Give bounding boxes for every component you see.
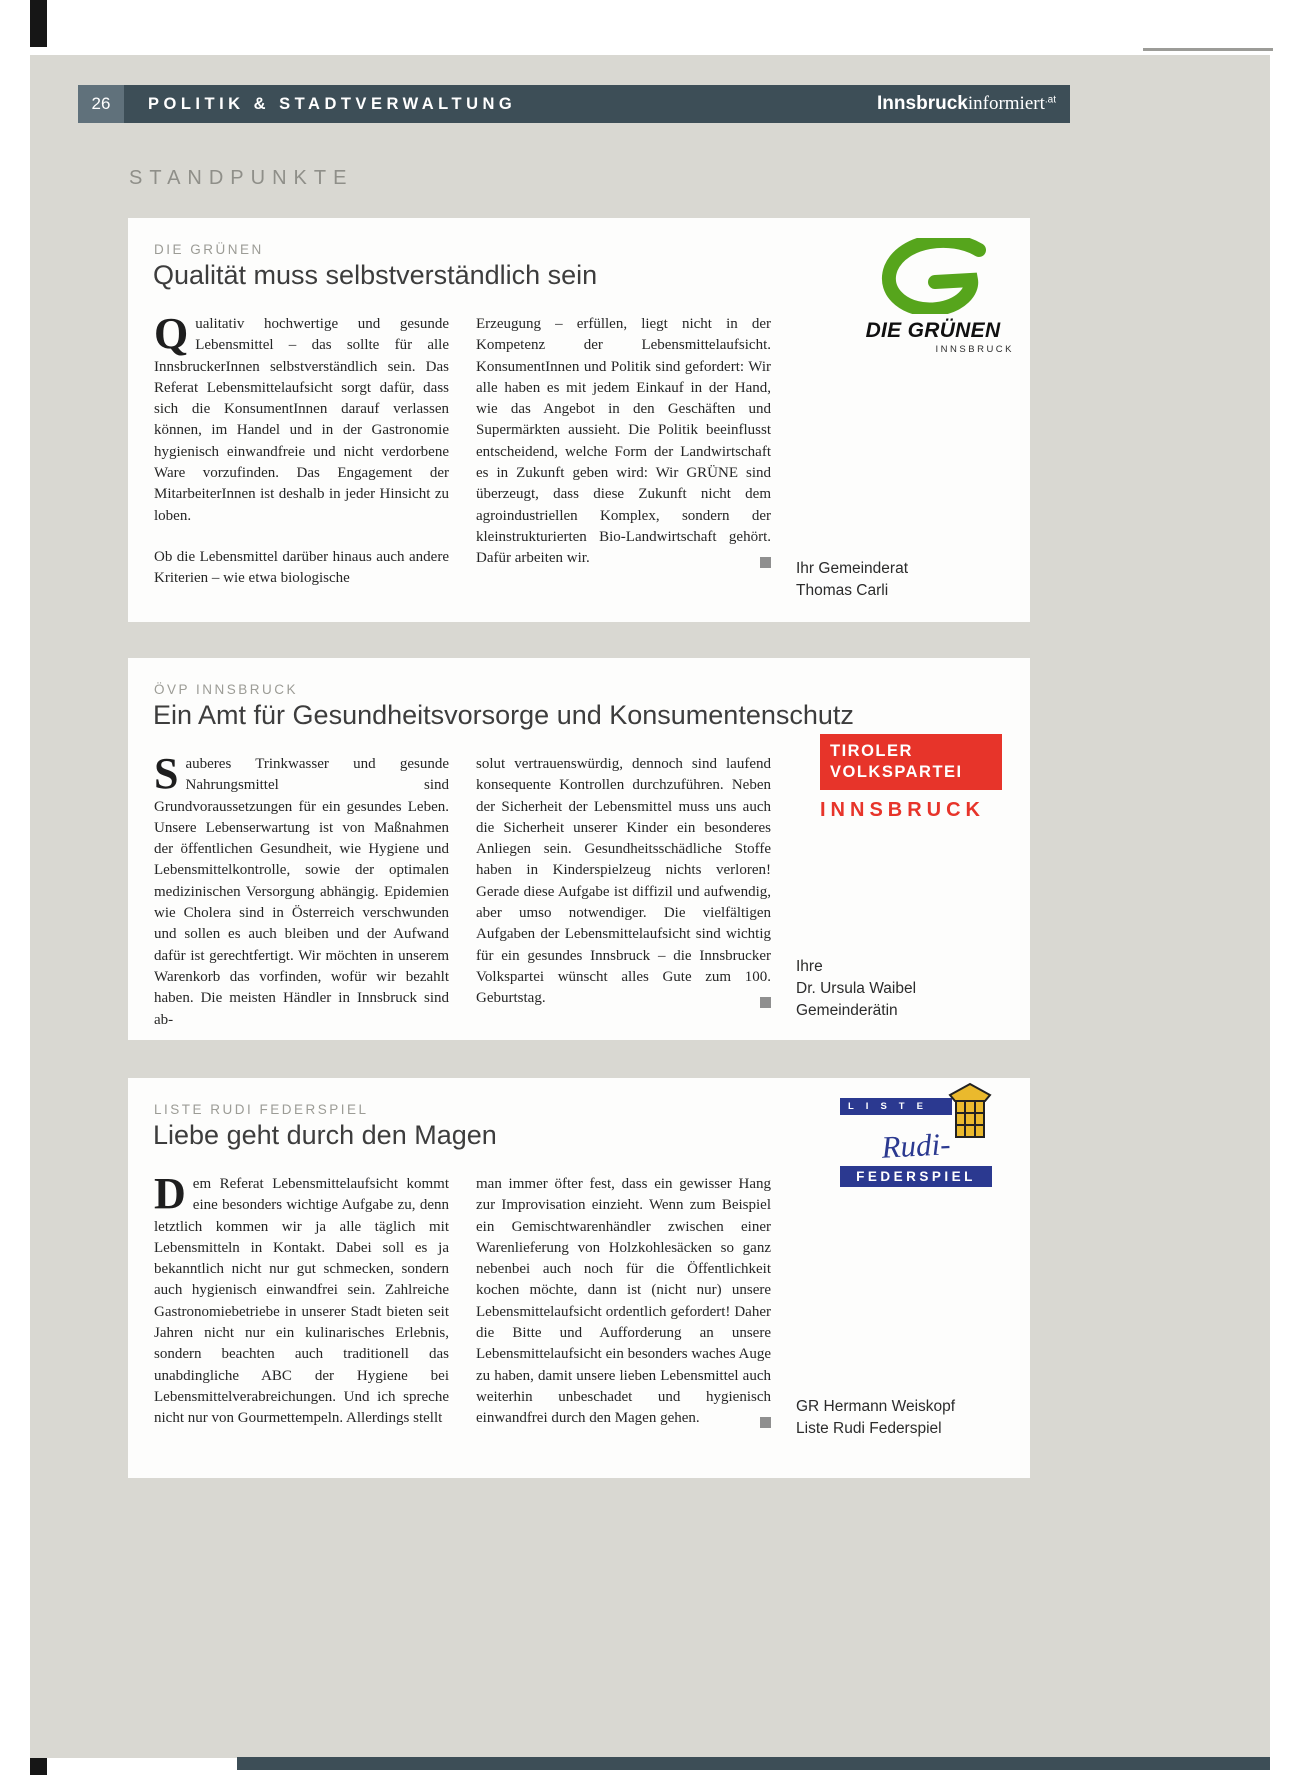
standpunkte-heading: STANDPUNKTE [129, 167, 354, 189]
page-background [30, 55, 1270, 1758]
article-body [154, 309, 771, 590]
column-right [476, 754, 771, 1031]
volkspartei-logo-box [820, 734, 1002, 790]
article-title: Liebe geht durch den Magen [153, 1120, 497, 1150]
signature-role: Ihr Gemeinderat [796, 560, 908, 577]
signature [796, 558, 908, 602]
signature [796, 1396, 955, 1440]
gruene-logo-sub: INNSBRUCK [935, 344, 1014, 355]
signature-name: Thomas Carli [796, 582, 889, 599]
article-gruene [128, 218, 1030, 622]
end-of-article-square [760, 1417, 771, 1428]
paragraph [476, 1174, 771, 1430]
signature-role2: Gemeinderätin [796, 1002, 898, 1019]
end-of-article-square [760, 997, 771, 1008]
article-body [154, 1169, 771, 1430]
paragraph-text: em Referat Lebensmittelaufsicht kommt eine besonders wichtige Aufgabe zu, denn letztlich kommen wir ja alle täglich mit Lebensmitteln in Kontakt. Dabei soll es ja bekanntlich nicht nur gut schmecken, sondern auch hygienisch einwandfrei sein. Zahlreiche Gastronomiebetriebe in unserer Stadt bieten seit Jahren nicht nur ein kulinarisches Erlebnis, sondern beachten auch traditionell das unabdingliche ABC der Hygiene bei Lebensmittelverabreichungen. Und ich spreche nicht nur von Gourmettempeln. Allerdings stellt [154, 1176, 449, 1427]
signature-role: Liste Rudi Federspiel [796, 1420, 942, 1437]
article-kicker: LISTE RUDI FEDERSPIEL [154, 1102, 369, 1117]
gruene-g-icon [877, 238, 989, 314]
magazine-logo [877, 93, 1056, 115]
signature-role: Ihre [796, 958, 823, 975]
header-bar [78, 85, 1070, 123]
column-left [154, 749, 449, 1031]
end-of-article-square [760, 557, 771, 568]
federspiel-logo-liste: LISTE [840, 1098, 952, 1115]
federspiel-logo-script: Rudi- [880, 1126, 952, 1165]
paragraph-text: solut vertrauenswürdig, dennoch sind laufend konsequente Kontrollen durchzuführen. Neben der Sicherheit der Lebensmittel muss uns auch die Sicherheit unserer Kinder ein besonderes Anliegen sein. Gesundheitsschädliche Stoffe haben in Kinderspielzeug nichts verloren! Gerade diese Aufgabe ist diffizil und aufwendig, aber umso notwendiger. Die vielfältigen Aufgaben der Lebensmittelaufsicht sind wichtig für ein gesundes Innsbruck – die Innsbrucker Volkspartei wünscht alles Gute zum 100. Geburtstag. [476, 756, 771, 1007]
dropcap: Q [154, 309, 189, 358]
article-kicker: ÖVP INNSBRUCK [154, 682, 299, 697]
column-left [154, 1169, 449, 1430]
paragraph: Ob die Lebensmittel darüber hinaus auch andere Kriterien – wie etwa biologische [154, 548, 449, 587]
brand-tld: .at [1044, 94, 1056, 106]
bottom-bar [237, 1757, 1270, 1770]
dropcap: D [154, 1169, 186, 1218]
brand-bold: Innsbruck [877, 93, 968, 114]
article-body [154, 749, 771, 1031]
signature-name: Dr. Ursula Waibel [796, 980, 917, 997]
federspiel-logo [840, 1084, 992, 1187]
page-number: 26 [78, 85, 124, 123]
volkspartei-logo-line1: TIROLER [830, 742, 913, 760]
paragraph-text: ualitativ hochwertige und gesunde Lebensmittel – das sollte für alle InnsbruckerInnen selbstverständlich sein. Das Referat Lebensmittelaufsicht sorgt dafür, dass sich die KonsumentInnen darauf verlassen können, im Handel und in der Gastronomie hygienisch einwandfreie und nicht verdorbene Ware vorzufinden. Das Engagement der MitarbeiterInnen ist deshalb in jeder Hinsicht zu loben. [154, 316, 449, 524]
article-kicker: DIE GRÜNEN [154, 242, 264, 257]
crop-mark-top-left [30, 0, 47, 47]
paragraph-text: man immer öfter fest, dass ein gewisser Hang zur Improvisation einzieht. Wenn zum Beispiel ein Gemischtwarenhändler zwischen einer Warenlieferung von Holzkohlesäcken so ganz nebenbei auch noch für die Öffentlichkeit kochen möchte, dann ist (nicht nur) unsere Lebensmittelaufsicht ordentlich gefordert! Daher die Bitte und Aufforderung an unsere Lebensmittelaufsicht ein besonders waches Auge zu haben, damit unsere lieben Lebensmittel auch weiterhin unbeschadet und hygienisch einwandfrei durch den Magen gehen. [476, 1176, 771, 1427]
volkspartei-logo [820, 734, 1002, 822]
paragraph [154, 1169, 449, 1430]
paragraph [154, 749, 449, 1031]
gruene-logo-name: DIE GRÜNEN [865, 319, 1001, 342]
section-title: POLITIK & STADTVERWALTUNG [148, 94, 517, 113]
paragraph [476, 314, 771, 570]
column-left [154, 309, 449, 590]
article-title: Ein Amt für Gesundheitsvorsorge und Konsumentenschutz [153, 700, 854, 730]
paragraph-text: Erzeugung – erfüllen, liegt nicht in der Kompetenz der Lebensmittelaufsicht. KonsumentInnen und Politik sind gefordert: Wir alle haben es mit jedem Einkauf in der Hand, wie das Angebot in den Geschäften und Supermärkten aussieht. Die Politik beeinflusst entscheidend, welche Form der Landwirtschaft es in Zukunft geben wird: Wir GRÜNE sind überzeugt, dass diese Zukunft nicht dem agroindustriellen Komplex, sondern der kleinstrukturierten Bio-Landwirtschaft gehört. Dafür arbeiten wir. [476, 316, 771, 567]
signature-name: GR Hermann Weiskopf [796, 1398, 956, 1415]
volkspartei-logo-sub: INNSBRUCK [820, 798, 985, 821]
brand-serif: informiert [967, 93, 1045, 114]
column-right [476, 314, 771, 590]
federspiel-logo-name: FEDERSPIEL [840, 1166, 992, 1187]
paragraph-text: auberes Trinkwasser und gesunde Nahrungsmittel sind Grundvoraussetzungen für ein gesundes Leben. Unsere Lebenserwartung ist von Maßnahmen der öffentlichen Gesundheit, wie Hygiene und Lebensmittelkontrolle, sowie der optimalen medizinischen Versorgung abhängig. Epidemien wie Cholera sind in Österreich verschwunden und sollen es auch bleiben und der Aufwand dafür ist gerechtfertigt. Wir möchten in unserem Warenkorb das vorfinden, wofür wir bezahlt haben. Die meisten Händler in Innsbruck sind ab- [154, 756, 449, 1028]
paragraph [476, 754, 771, 1010]
paragraph [154, 309, 449, 527]
article-oevp [128, 658, 1030, 1040]
article-title: Qualität muss selbstverständlich sein [153, 260, 598, 290]
signature [796, 956, 916, 1022]
top-right-rule [1143, 48, 1273, 51]
gruene-logo [848, 238, 1018, 355]
article-federspiel [128, 1078, 1030, 1478]
column-right [476, 1174, 771, 1430]
volkspartei-logo-line2: VOLKSPARTEI [830, 763, 963, 782]
dropcap: S [154, 749, 179, 798]
